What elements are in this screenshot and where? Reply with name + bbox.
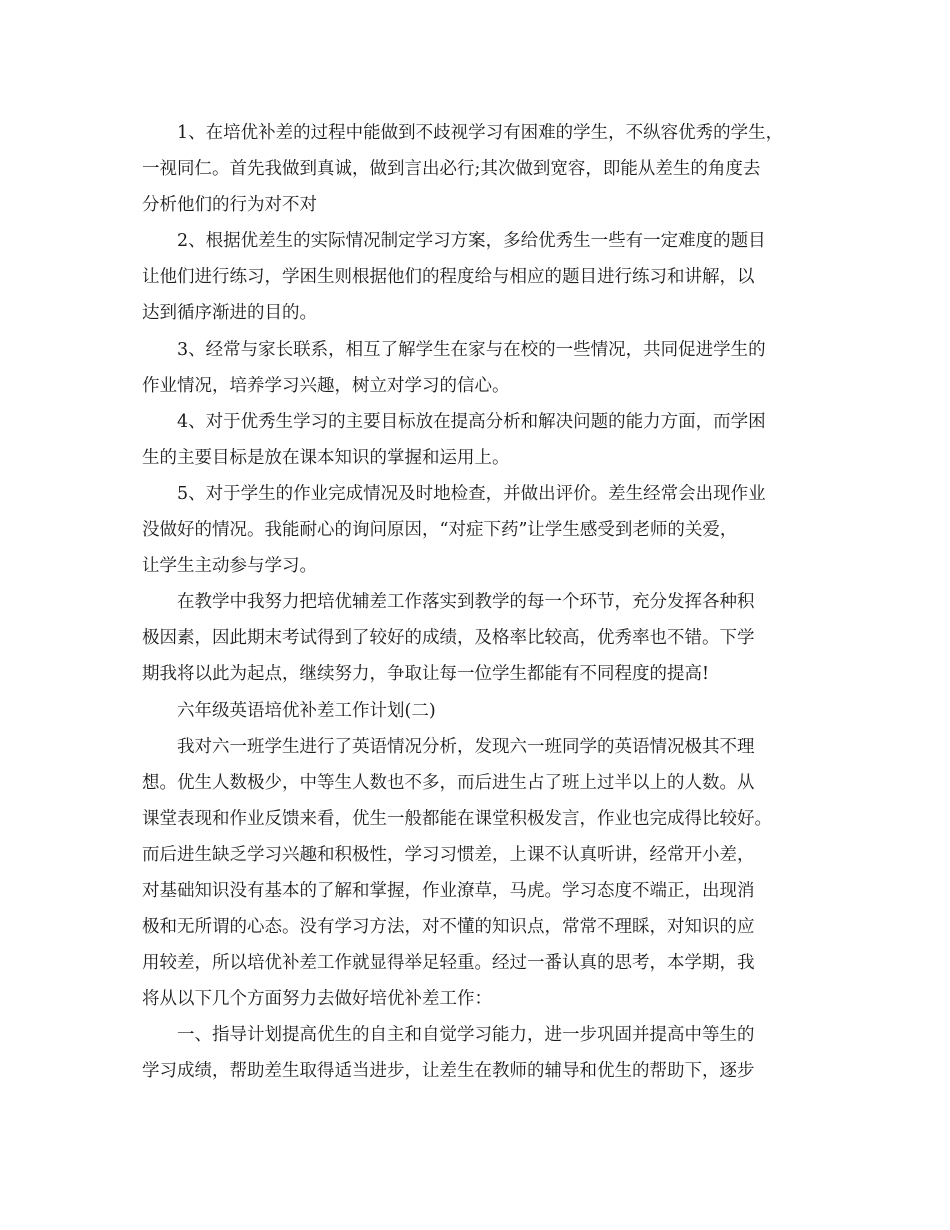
text-line: 让学生主动参与学习。	[142, 556, 317, 577]
text-line: 期我将以此为起点，继续努力，争取让每一位学生都能有不同程度的提高!	[142, 664, 710, 685]
text-line: 极因素，因此期末考试得到了较好的成绩，及格率比较高，优秀率也不错。下学	[142, 628, 755, 649]
text-line: 我对六一班学生进行了英语情况分析，发现六一班同学的英语情况极其不理	[177, 736, 755, 757]
text-line: 在教学中我努力把培优辅差工作落实到教学的每一个环节，充分发挥各种积	[177, 592, 755, 613]
text-line: 没做好的情况。我能耐心的询问原因，“对症下药”让学生感受到老师的关爱，	[142, 520, 738, 541]
text-line: 作业情况，培养学习兴趣，树立对学习的信心。	[142, 375, 510, 396]
text-line: 将从以下几个方面努力去做好培优补差工作：	[142, 989, 492, 1010]
text-line: 学习成绩，帮助差生取得适当进步，让差生在教师的辅导和优生的帮助下，逐步	[142, 1061, 755, 1082]
text-line: 极和无所谓的心态。没有学习方法，对不懂的知识点，常常不理睬，对知识的应	[142, 917, 755, 938]
text-line: 用较差，所以培优补差工作就显得举足轻重。经过一番认真的思考，本学期，我	[142, 953, 755, 974]
paragraph	[142, 115, 812, 223]
text-line: 1、在培优补差的过程中能做到不歧视学习有困难的学生，不纵容优秀的学生，	[177, 123, 784, 143]
paragraph	[142, 1017, 812, 1089]
text-line: 一、指导计划提高优生的自主和自觉学习能力，进一步巩固并提高中等生的	[177, 1025, 755, 1046]
paragraph	[142, 729, 812, 1018]
text-line: 4、对于优秀生学习的主要目标放在提高分析和解决问题的能力方面，而学困	[177, 411, 766, 432]
paragraph	[142, 332, 812, 404]
text-line: 5、对于学生的作业完成情况及时地检查，并做出评价。差生经常会出现作业	[177, 483, 766, 504]
paragraph	[142, 693, 812, 729]
text-line: 六年级英语培优补差工作计划(二)	[177, 700, 436, 721]
text-line: 3、经常与家长联系，相互了解学生在家与在校的一些情况，共同促进学生的	[177, 339, 766, 360]
text-line: 让他们进行练习，学困生则根据他们的程度给与相应的题目进行练习和讲解，以	[142, 267, 755, 288]
text-line: 2、根据优差生的实际情况制定学习方案，多给优秀生一些有一定难度的题目	[177, 231, 766, 252]
text-line: 想。优生人数极少，中等生人数也不多，而后进生占了班上过半以上的人数。从	[142, 772, 755, 793]
text-line: 而后进生缺乏学习兴趣和积极性，学习习惯差，上课不认真听讲，经常开小差，	[142, 844, 755, 865]
paragraph	[142, 404, 812, 476]
document-body	[142, 115, 812, 1090]
paragraph	[142, 584, 812, 692]
text-line: 分析他们的行为对不对	[142, 195, 317, 216]
text-line: 达到循序渐进的目的。	[142, 303, 317, 324]
text-line: 课堂表现和作业反馈来看，优生一般都能在课堂积极发言，作业也完成得比较好。	[142, 808, 772, 829]
text-line: 对基础知识没有基本的了解和掌握，作业潦草，马虎。学习态度不端正，出现消	[142, 880, 755, 901]
text-line: 一视同仁。首先我做到真诚，做到言出必行;其次做到宽容，即能从差生的角度去	[142, 159, 761, 180]
paragraph	[142, 476, 812, 584]
paragraph	[142, 223, 812, 331]
text-line: 生的主要目标是放在课本知识的掌握和运用上。	[142, 447, 510, 468]
